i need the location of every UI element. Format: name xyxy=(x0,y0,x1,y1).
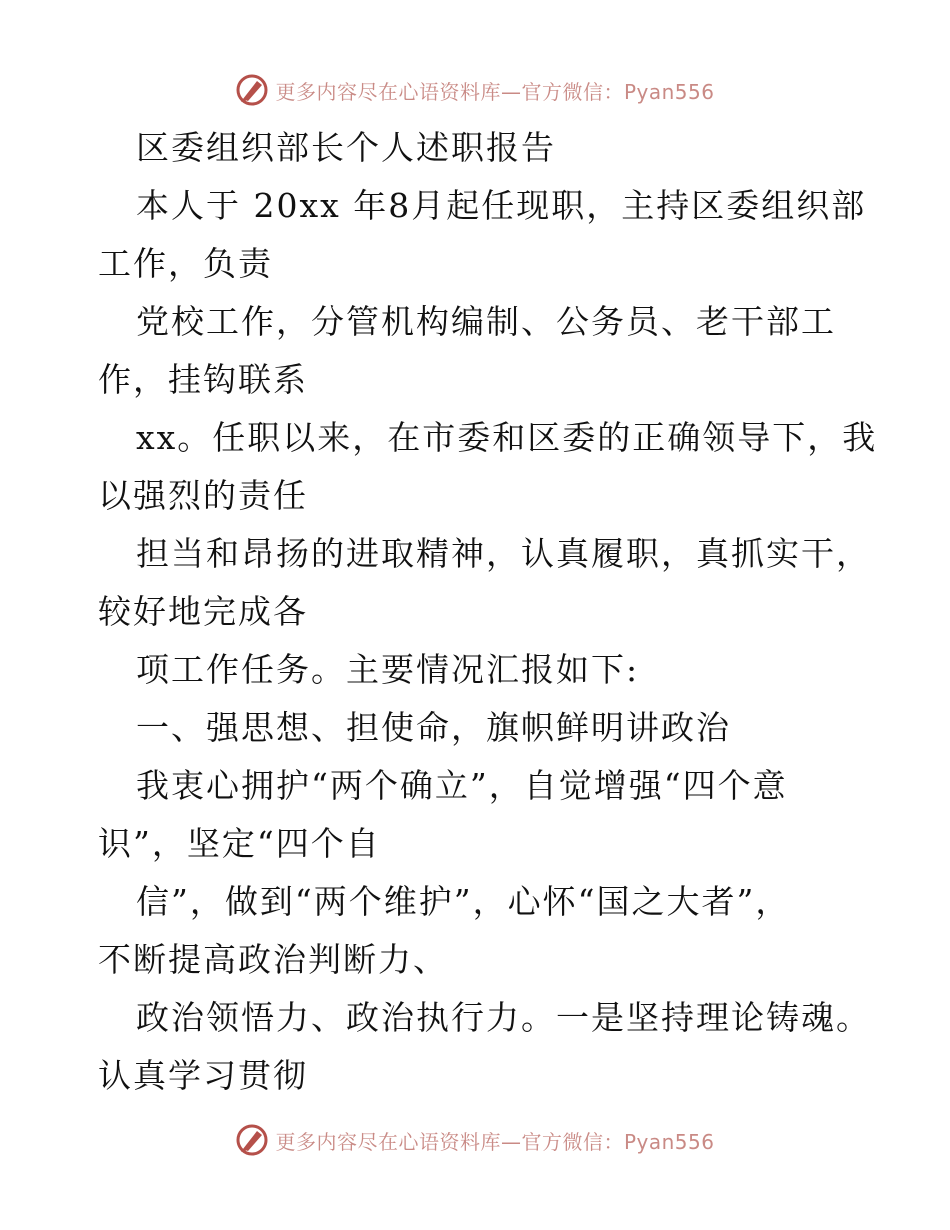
paragraph-line: 党校工作，分管机构编制、公务员、老干部工 xyxy=(136,302,836,341)
watermark-footer xyxy=(0,1120,950,1160)
watermark-text: 更多内容尽在心语资料库—官方微信：Pyan556 xyxy=(275,79,715,104)
paragraph-line: 我衷心拥护“两个确立”，自觉增强“四个意 xyxy=(136,766,788,805)
paragraph-line: 担当和昂扬的进取精神，认真履职，真抓实干， xyxy=(136,534,871,573)
pen-nib-logo-icon xyxy=(235,73,269,107)
paragraph-line: 信”，做到“两个维护”，心怀“国之大者”， xyxy=(136,882,791,921)
watermark-text: 更多内容尽在心语资料库—官方微信：Pyan556 xyxy=(275,1129,715,1154)
paragraph-line: xx。任职以来，在市委和区委的正确领导下，我 xyxy=(136,418,878,457)
section-heading: 一、强思想、担使命，旗帜鲜明讲政治 xyxy=(136,708,731,747)
paragraph-line: 作，挂钩联系 xyxy=(98,360,308,399)
document-title: 区委组织部长个人述职报告 xyxy=(136,128,556,167)
paragraph-line: 工作，负责 xyxy=(98,244,273,283)
paragraph-line: 以强烈的责任 xyxy=(98,476,308,515)
paragraph-line: 本人于 20xx 年8月起任现职，主持区委组织部 xyxy=(136,186,867,225)
paragraph-line: 较好地完成各 xyxy=(98,592,308,631)
watermark-header xyxy=(0,70,950,110)
paragraph-line: 不断提高政治判断力、 xyxy=(98,940,448,979)
pen-nib-logo-icon xyxy=(235,1123,269,1157)
paragraph-line: 项工作任务。主要情况汇报如下: xyxy=(136,650,640,689)
paragraph-line: 认真学习贯彻 xyxy=(98,1056,308,1095)
paragraph-line: 识”，坚定“四个自 xyxy=(98,824,381,863)
paragraph-line: 政治领悟力、政治执行力。一是坚持理论铸魂。 xyxy=(136,998,871,1037)
